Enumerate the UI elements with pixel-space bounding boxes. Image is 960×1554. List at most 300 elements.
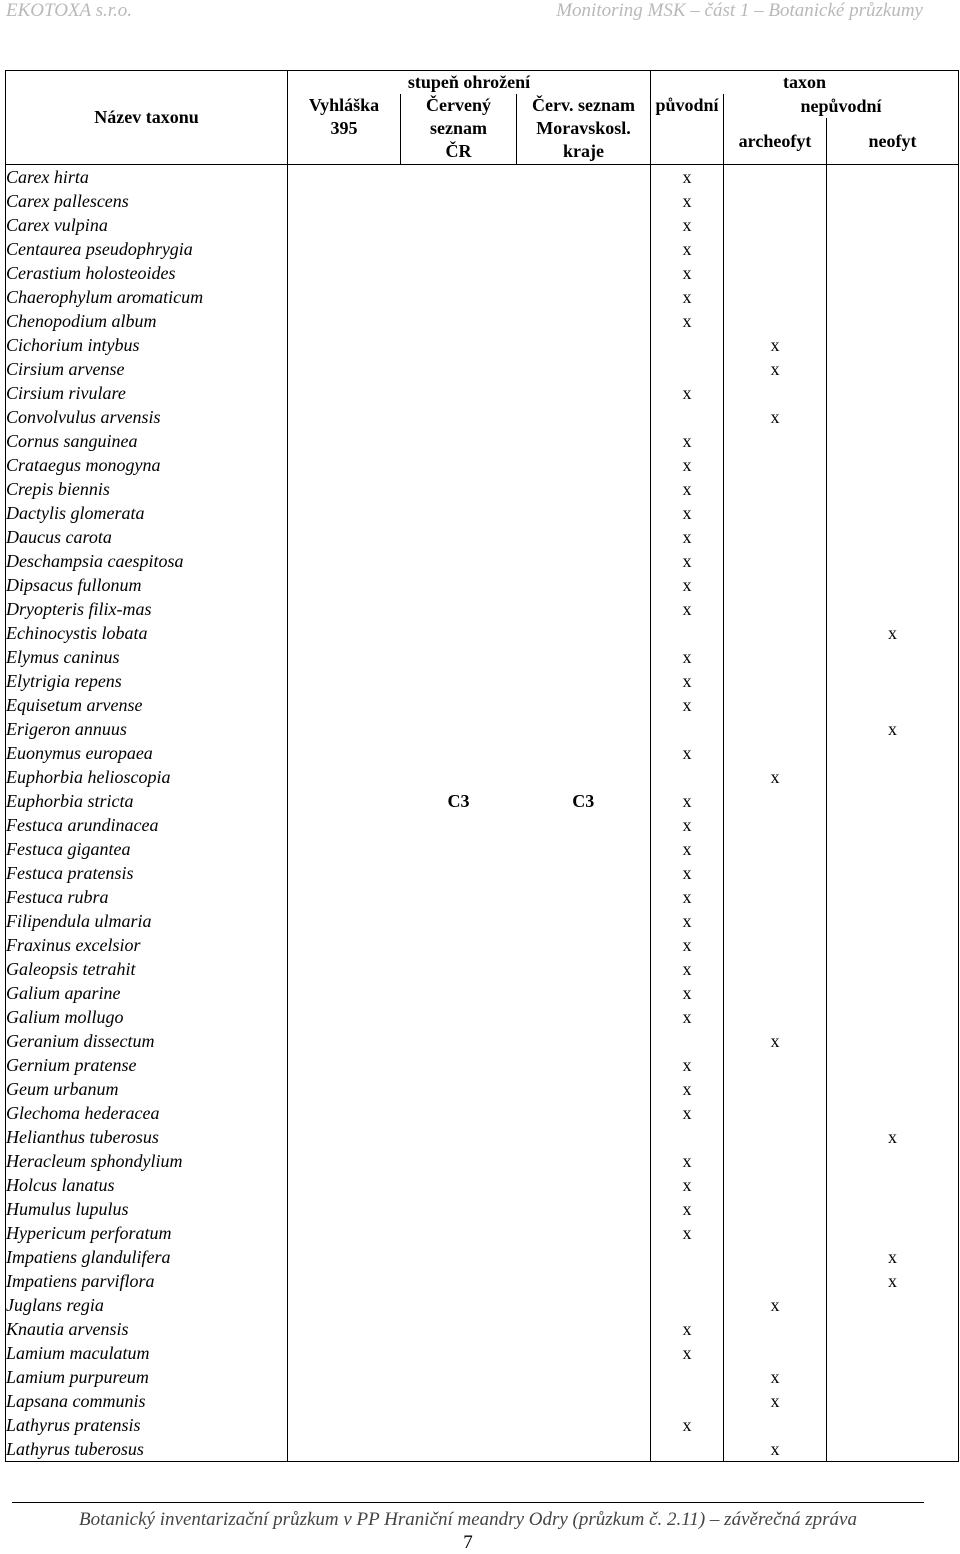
decree-cell bbox=[288, 477, 401, 501]
taxon-name-cell: Euphorbia helioscopia bbox=[6, 765, 288, 789]
table-row bbox=[6, 1293, 959, 1317]
red-list-cr-cell bbox=[401, 1245, 517, 1269]
red-list-msk-cell bbox=[517, 837, 651, 861]
table-row bbox=[6, 237, 959, 261]
decree-cell bbox=[288, 501, 401, 525]
native-cell: x bbox=[651, 1317, 724, 1341]
red-list-msk-cell bbox=[517, 1365, 651, 1389]
red-list-msk-cell: C3 bbox=[517, 789, 651, 813]
archaeophyte-cell bbox=[724, 717, 827, 741]
footer-divider bbox=[12, 1502, 924, 1503]
taxon-name-cell: Heracleum sphondylium bbox=[6, 1149, 288, 1173]
red-list-msk-cell bbox=[517, 741, 651, 765]
archaeophyte-cell bbox=[724, 1005, 827, 1029]
taxon-name-cell: Fraxinus excelsior bbox=[6, 933, 288, 957]
red-list-cr-cell bbox=[401, 765, 517, 789]
taxon-name-cell: Festuca rubra bbox=[6, 885, 288, 909]
neophyte-cell bbox=[827, 1221, 959, 1245]
native-cell bbox=[651, 717, 724, 741]
red-list-msk-cell bbox=[517, 1341, 651, 1365]
red-list-msk-cell bbox=[517, 309, 651, 333]
decree-cell bbox=[288, 669, 401, 693]
decree-cell bbox=[288, 1125, 401, 1149]
col-header-threat-level: stupeň ohrožení bbox=[288, 71, 651, 95]
red-list-cr-cell bbox=[401, 693, 517, 717]
native-cell: x bbox=[651, 1149, 724, 1173]
decree-cell bbox=[288, 765, 401, 789]
neophyte-cell bbox=[827, 381, 959, 405]
red-list-cr-cell bbox=[401, 1077, 517, 1101]
red-list-msk-cell bbox=[517, 1389, 651, 1413]
neophyte-cell bbox=[827, 429, 959, 453]
archaeophyte-cell bbox=[724, 597, 827, 621]
native-cell: x bbox=[651, 957, 724, 981]
decree-cell bbox=[288, 405, 401, 429]
native-cell: x bbox=[651, 381, 724, 405]
red-list-cr-cell bbox=[401, 717, 517, 741]
archaeophyte-cell: x bbox=[724, 405, 827, 429]
decree-cell bbox=[288, 1437, 401, 1462]
table-row bbox=[6, 165, 959, 190]
taxon-name-cell: Galium aparine bbox=[6, 981, 288, 1005]
native-cell: x bbox=[651, 1053, 724, 1077]
red-list-cr-cell bbox=[401, 621, 517, 645]
decree-cell bbox=[288, 1197, 401, 1221]
archaeophyte-cell bbox=[724, 861, 827, 885]
taxon-name-cell: Lapsana communis bbox=[6, 1389, 288, 1413]
col-header-taxon-name: Název taxonu bbox=[6, 71, 288, 165]
red-list-cr-cell bbox=[401, 1437, 517, 1462]
decree-cell bbox=[288, 1053, 401, 1077]
taxon-name-cell: Geranium dissectum bbox=[6, 1029, 288, 1053]
taxon-name-cell: Dactylis glomerata bbox=[6, 501, 288, 525]
taxon-name-cell: Lamium purpureum bbox=[6, 1365, 288, 1389]
archaeophyte-cell bbox=[724, 477, 827, 501]
decree-cell bbox=[288, 549, 401, 573]
decree-cell bbox=[288, 837, 401, 861]
red-list-cr-cell bbox=[401, 1293, 517, 1317]
native-cell bbox=[651, 1293, 724, 1317]
decree-cell bbox=[288, 861, 401, 885]
decree-cell bbox=[288, 285, 401, 309]
taxon-name-cell: Festuca gigantea bbox=[6, 837, 288, 861]
neophyte-cell: x bbox=[827, 621, 959, 645]
table-row bbox=[6, 717, 959, 741]
red-list-msk-cell bbox=[517, 885, 651, 909]
table-row bbox=[6, 669, 959, 693]
decree-cell bbox=[288, 1245, 401, 1269]
red-list-msk-cell bbox=[517, 429, 651, 453]
red-list-cr-cell bbox=[401, 525, 517, 549]
red-list-cr-cell bbox=[401, 357, 517, 381]
table-row bbox=[6, 813, 959, 837]
neophyte-cell bbox=[827, 645, 959, 669]
native-cell: x bbox=[651, 213, 724, 237]
table-row bbox=[6, 981, 959, 1005]
table-row bbox=[6, 1077, 959, 1101]
table-row bbox=[6, 1005, 959, 1029]
red-list-cr-cell bbox=[401, 1365, 517, 1389]
red-list-cr-cell bbox=[401, 1317, 517, 1341]
red-list-cr-cell bbox=[401, 165, 517, 190]
red-list-msk-cell bbox=[517, 957, 651, 981]
taxon-name-cell: Centaurea pseudophrygia bbox=[6, 237, 288, 261]
red-list-cr-cell bbox=[401, 1269, 517, 1293]
table-row bbox=[6, 285, 959, 309]
decree-cell bbox=[288, 645, 401, 669]
neophyte-cell bbox=[827, 933, 959, 957]
archaeophyte-cell bbox=[724, 1413, 827, 1437]
table-row bbox=[6, 909, 959, 933]
native-cell: x bbox=[651, 693, 724, 717]
red-list-msk-cell bbox=[517, 717, 651, 741]
native-cell: x bbox=[651, 501, 724, 525]
decree-cell bbox=[288, 1389, 401, 1413]
native-cell: x bbox=[651, 477, 724, 501]
neophyte-cell bbox=[827, 597, 959, 621]
archaeophyte-cell bbox=[724, 549, 827, 573]
archaeophyte-cell bbox=[724, 165, 827, 190]
native-cell: x bbox=[651, 837, 724, 861]
neophyte-cell bbox=[827, 981, 959, 1005]
taxon-name-cell: Deschampsia caespitosa bbox=[6, 549, 288, 573]
archaeophyte-cell bbox=[724, 933, 827, 957]
red-list-msk-cell bbox=[517, 333, 651, 357]
native-cell: x bbox=[651, 597, 724, 621]
taxon-name-cell: Geum urbanum bbox=[6, 1077, 288, 1101]
red-list-msk-cell bbox=[517, 1197, 651, 1221]
col-header-taxon: taxon bbox=[651, 71, 959, 95]
native-cell: x bbox=[651, 1197, 724, 1221]
archaeophyte-cell: x bbox=[724, 765, 827, 789]
decree-cell bbox=[288, 453, 401, 477]
native-cell: x bbox=[651, 669, 724, 693]
taxon-name-cell: Lathyrus pratensis bbox=[6, 1413, 288, 1437]
archaeophyte-cell: x bbox=[724, 333, 827, 357]
neophyte-cell: x bbox=[827, 717, 959, 741]
red-list-cr-cell bbox=[401, 1005, 517, 1029]
neophyte-cell bbox=[827, 1389, 959, 1413]
col-header-decree: Vyhláška 395 bbox=[288, 94, 401, 165]
taxa-table bbox=[5, 70, 959, 1462]
taxon-name-cell: Euphorbia stricta bbox=[6, 789, 288, 813]
table-row bbox=[6, 837, 959, 861]
decree-cell bbox=[288, 381, 401, 405]
decree-cell bbox=[288, 1413, 401, 1437]
native-cell bbox=[651, 1125, 724, 1149]
archaeophyte-cell bbox=[724, 453, 827, 477]
decree-cell bbox=[288, 717, 401, 741]
archaeophyte-cell bbox=[724, 1125, 827, 1149]
decree-cell bbox=[288, 213, 401, 237]
neophyte-cell bbox=[827, 237, 959, 261]
archaeophyte-cell: x bbox=[724, 1389, 827, 1413]
archaeophyte-cell bbox=[724, 909, 827, 933]
col-header-archaeophyte: archeofyt bbox=[724, 118, 827, 165]
neophyte-cell bbox=[827, 1341, 959, 1365]
neophyte-cell bbox=[827, 549, 959, 573]
red-list-msk-cell bbox=[517, 1149, 651, 1173]
taxon-name-cell: Dipsacus fullonum bbox=[6, 573, 288, 597]
native-cell: x bbox=[651, 1221, 724, 1245]
table-row bbox=[6, 381, 959, 405]
taxon-name-cell: Holcus lanatus bbox=[6, 1173, 288, 1197]
neophyte-cell bbox=[827, 477, 959, 501]
decree-cell bbox=[288, 309, 401, 333]
archaeophyte-cell bbox=[724, 1173, 827, 1197]
col-header-red-list-cr: Červený seznam ČR bbox=[401, 94, 517, 165]
neophyte-cell bbox=[827, 1317, 959, 1341]
archaeophyte-cell bbox=[724, 885, 827, 909]
taxon-name-cell: Carex vulpina bbox=[6, 213, 288, 237]
taxon-name-cell: Carex hirta bbox=[6, 165, 288, 190]
table-row bbox=[6, 1197, 959, 1221]
red-list-msk-cell bbox=[517, 1125, 651, 1149]
archaeophyte-cell bbox=[724, 237, 827, 261]
native-cell: x bbox=[651, 1101, 724, 1125]
decree-cell bbox=[288, 621, 401, 645]
red-list-cr-cell bbox=[401, 933, 517, 957]
taxon-name-cell: Elytrigia repens bbox=[6, 669, 288, 693]
red-list-cr-cell bbox=[401, 1173, 517, 1197]
decree-cell bbox=[288, 573, 401, 597]
native-cell: x bbox=[651, 789, 724, 813]
taxon-name-cell: Juglans regia bbox=[6, 1293, 288, 1317]
neophyte-cell bbox=[827, 405, 959, 429]
archaeophyte-cell bbox=[724, 669, 827, 693]
archaeophyte-cell bbox=[724, 1269, 827, 1293]
table-row bbox=[6, 621, 959, 645]
archaeophyte-cell bbox=[724, 693, 827, 717]
red-list-cr-cell bbox=[401, 1413, 517, 1437]
native-cell bbox=[651, 357, 724, 381]
red-list-cr-cell bbox=[401, 261, 517, 285]
table-row bbox=[6, 477, 959, 501]
red-list-msk-cell bbox=[517, 1221, 651, 1245]
taxon-name-cell: Glechoma hederacea bbox=[6, 1101, 288, 1125]
table-row bbox=[6, 1389, 959, 1413]
red-list-cr-cell bbox=[401, 861, 517, 885]
neophyte-cell: x bbox=[827, 1125, 959, 1149]
taxon-name-cell: Cirsium arvense bbox=[6, 357, 288, 381]
red-list-msk-cell bbox=[517, 621, 651, 645]
red-list-cr-cell bbox=[401, 597, 517, 621]
red-list-msk-cell bbox=[517, 1437, 651, 1462]
red-list-cr-cell: C3 bbox=[447, 790, 470, 811]
taxon-name-cell: Cornus sanguinea bbox=[6, 429, 288, 453]
footer-report-title: Botanický inventarizační průzkum v PP Hraniční meandry Odry (průzkum č. 2.11) – závěrečná zpráva bbox=[79, 1509, 857, 1530]
red-list-msk-cell bbox=[517, 477, 651, 501]
native-cell bbox=[651, 1389, 724, 1413]
native-cell: x bbox=[651, 645, 724, 669]
table-row bbox=[6, 1365, 959, 1389]
red-list-cr-cell bbox=[401, 1197, 517, 1221]
neophyte-cell bbox=[827, 693, 959, 717]
archaeophyte-cell bbox=[724, 645, 827, 669]
taxon-name-cell: Erigeron annuus bbox=[6, 717, 288, 741]
neophyte-cell bbox=[827, 1077, 959, 1101]
red-list-msk-cell bbox=[517, 1077, 651, 1101]
taxon-name-cell: Cichorium intybus bbox=[6, 333, 288, 357]
red-list-cr-cell bbox=[401, 549, 517, 573]
col-header-non-native: nepůvodní bbox=[724, 94, 959, 118]
native-cell: x bbox=[651, 861, 724, 885]
red-list-cr-cell bbox=[401, 213, 517, 237]
table-row bbox=[6, 1173, 959, 1197]
native-cell: x bbox=[651, 189, 724, 213]
taxon-name-cell: Carex pallescens bbox=[6, 189, 288, 213]
red-list-cr-cell bbox=[401, 1149, 517, 1173]
red-list-msk-cell bbox=[517, 1053, 651, 1077]
red-list-msk-cell bbox=[517, 453, 651, 477]
neophyte-cell bbox=[827, 1029, 959, 1053]
table-row bbox=[6, 1413, 959, 1437]
red-list-cr-cell bbox=[401, 309, 517, 333]
native-cell bbox=[651, 1365, 724, 1389]
neophyte-cell bbox=[827, 573, 959, 597]
decree-cell bbox=[288, 189, 401, 213]
red-list-cr-cell bbox=[401, 1029, 517, 1053]
archaeophyte-cell bbox=[724, 1317, 827, 1341]
red-list-cr-cell bbox=[401, 1125, 517, 1149]
archaeophyte-cell bbox=[724, 1197, 827, 1221]
table-row bbox=[6, 261, 959, 285]
table-row bbox=[6, 501, 959, 525]
archaeophyte-cell: x bbox=[724, 1293, 827, 1317]
archaeophyte-cell bbox=[724, 1077, 827, 1101]
red-list-cr-cell bbox=[401, 909, 517, 933]
archaeophyte-cell bbox=[724, 1101, 827, 1125]
native-cell bbox=[651, 333, 724, 357]
decree-cell bbox=[288, 981, 401, 1005]
table-row bbox=[6, 1437, 959, 1462]
neophyte-cell bbox=[827, 861, 959, 885]
red-list-msk-cell bbox=[517, 861, 651, 885]
red-list-msk-cell bbox=[517, 1293, 651, 1317]
taxon-name-cell: Humulus lupulus bbox=[6, 1197, 288, 1221]
red-list-cr-cell bbox=[401, 477, 517, 501]
table-row bbox=[6, 693, 959, 717]
table-row bbox=[6, 213, 959, 237]
table-row bbox=[6, 1029, 959, 1053]
native-cell: x bbox=[651, 1005, 724, 1029]
red-list-msk-cell bbox=[517, 813, 651, 837]
table-row bbox=[6, 429, 959, 453]
archaeophyte-cell bbox=[724, 1149, 827, 1173]
red-list-msk-cell bbox=[517, 405, 651, 429]
table-row bbox=[6, 597, 959, 621]
taxon-name-cell: Helianthus tuberosus bbox=[6, 1125, 288, 1149]
taxon-name-cell: Convolvulus arvensis bbox=[6, 405, 288, 429]
neophyte-cell bbox=[827, 813, 959, 837]
red-list-msk-cell bbox=[517, 1101, 651, 1125]
archaeophyte-cell bbox=[724, 501, 827, 525]
red-list-msk-cell bbox=[517, 189, 651, 213]
red-list-cr-cell bbox=[401, 1101, 517, 1125]
taxon-name-cell: Elymus caninus bbox=[6, 645, 288, 669]
red-list-msk-cell bbox=[517, 765, 651, 789]
red-list-cr-cell bbox=[401, 285, 517, 309]
decree-cell bbox=[288, 237, 401, 261]
taxon-name-cell: Filipendula ulmaria bbox=[6, 909, 288, 933]
red-list-msk-cell bbox=[517, 597, 651, 621]
native-cell: x bbox=[651, 1077, 724, 1101]
table-row bbox=[6, 1221, 959, 1245]
neophyte-cell bbox=[827, 333, 959, 357]
native-cell bbox=[651, 1245, 724, 1269]
header-document-title: Monitoring MSK – část 1 – Botanické průzkumy bbox=[556, 0, 923, 21]
red-list-cr-cell bbox=[401, 837, 517, 861]
archaeophyte-cell bbox=[724, 525, 827, 549]
table-row bbox=[6, 741, 959, 765]
decree-cell bbox=[288, 597, 401, 621]
table-row bbox=[6, 765, 959, 789]
neophyte-cell bbox=[827, 837, 959, 861]
native-cell: x bbox=[651, 981, 724, 1005]
red-list-msk-cell bbox=[517, 573, 651, 597]
table-row bbox=[6, 405, 959, 429]
archaeophyte-cell bbox=[724, 429, 827, 453]
archaeophyte-cell bbox=[724, 1341, 827, 1365]
neophyte-cell bbox=[827, 669, 959, 693]
table-row bbox=[6, 1341, 959, 1365]
red-list-msk-cell bbox=[517, 1005, 651, 1029]
neophyte-cell: x bbox=[827, 1245, 959, 1269]
archaeophyte-cell bbox=[724, 189, 827, 213]
red-list-msk-cell bbox=[517, 981, 651, 1005]
table-row bbox=[6, 1149, 959, 1173]
red-list-msk-cell bbox=[517, 645, 651, 669]
decree-cell bbox=[288, 1365, 401, 1389]
table-row bbox=[6, 1269, 959, 1293]
taxon-name-cell: Cirsium rivulare bbox=[6, 381, 288, 405]
taxon-name-cell: Chaerophylum aromaticum bbox=[6, 285, 288, 309]
red-list-msk-cell bbox=[517, 525, 651, 549]
red-list-msk-cell bbox=[517, 237, 651, 261]
taxon-name-cell: Crepis biennis bbox=[6, 477, 288, 501]
red-list-msk-cell bbox=[517, 1245, 651, 1269]
neophyte-cell bbox=[827, 501, 959, 525]
red-list-msk-cell bbox=[517, 261, 651, 285]
archaeophyte-cell bbox=[724, 1053, 827, 1077]
neophyte-cell bbox=[827, 885, 959, 909]
archaeophyte-cell bbox=[724, 789, 827, 813]
red-list-cr-cell bbox=[401, 405, 517, 429]
native-cell: x bbox=[651, 549, 724, 573]
neophyte-cell bbox=[827, 285, 959, 309]
native-cell: x bbox=[651, 237, 724, 261]
red-list-cr-cell bbox=[401, 189, 517, 213]
neophyte-cell bbox=[827, 309, 959, 333]
neophyte-cell bbox=[827, 1413, 959, 1437]
decree-cell bbox=[288, 813, 401, 837]
archaeophyte-cell bbox=[724, 957, 827, 981]
decree-cell bbox=[288, 1317, 401, 1341]
red-list-cr-cell bbox=[401, 645, 517, 669]
red-list-msk-cell bbox=[517, 213, 651, 237]
col-header-neophyte: neofyt bbox=[827, 118, 959, 165]
archaeophyte-cell bbox=[724, 381, 827, 405]
decree-cell bbox=[288, 1269, 401, 1293]
decree-cell bbox=[288, 357, 401, 381]
table-row bbox=[6, 1053, 959, 1077]
native-cell: x bbox=[651, 813, 724, 837]
neophyte-cell bbox=[827, 1053, 959, 1077]
taxon-name-cell: Gernium pratense bbox=[6, 1053, 288, 1077]
taxon-name-cell: Festuca arundinacea bbox=[6, 813, 288, 837]
neophyte-cell bbox=[827, 765, 959, 789]
red-list-cr-cell bbox=[401, 1053, 517, 1077]
